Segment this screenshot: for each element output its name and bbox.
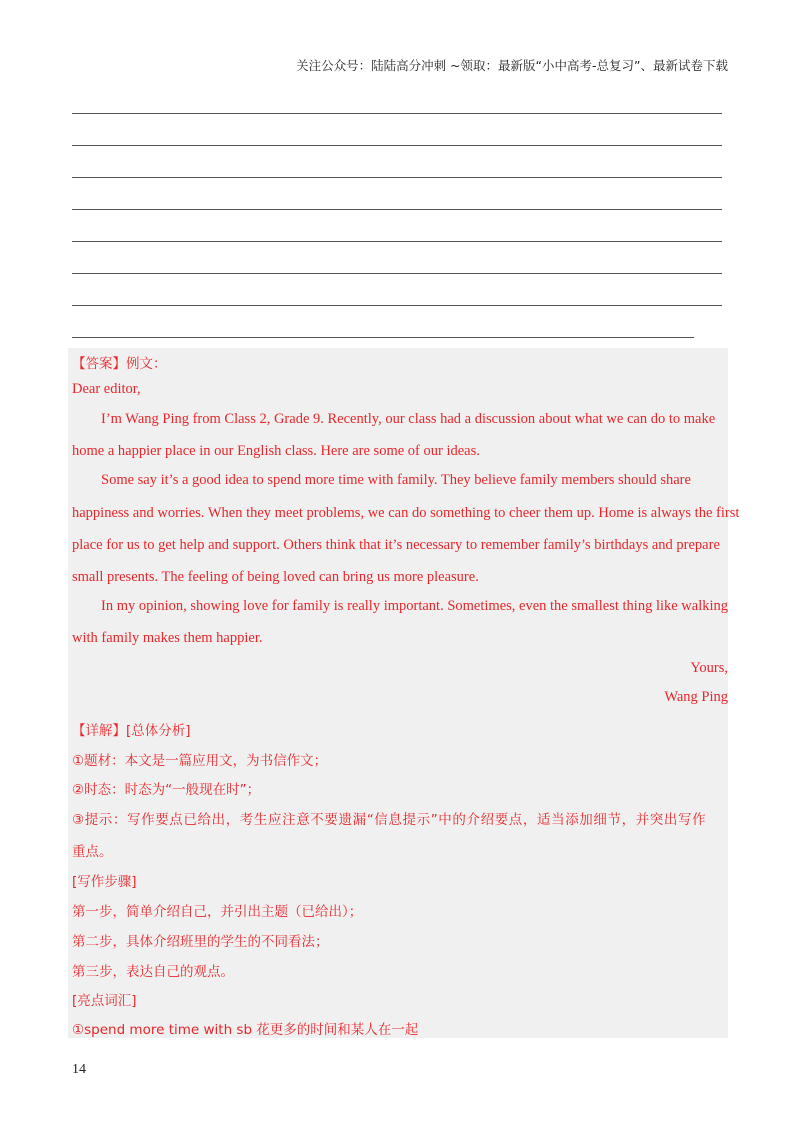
letter-signature: Wang Ping [664,689,728,705]
writing-line [72,337,694,338]
answer-writing-lines [0,0,800,350]
letter-line: In my opinion, showing love for family is really important. Sometimes, even the smallest thing like walking [101,598,729,614]
letter-line: place for us to get help and support. Others think that it’s necessary to remember family’s birthdays and prepare [72,537,720,553]
writing-step: 第三步，表达自己的观点。 [72,964,234,980]
page-header: 关注公众号：陆陆高分冲刺 ~领取：最新版“小中高考-总复习”、最新试卷下载 [296,58,728,73]
writing-line [72,145,722,146]
writing-line [72,209,722,210]
vocab-item: ①spend more time with sb 花更多的时间和某人在一起 [72,1022,419,1038]
letter-line: I’m Wang Ping from Class 2, Grade 9. Recently, our class had a discussion about what we can do to make [101,411,716,427]
letter-line: small presents. The feeling of being loved can bring us more pleasure. [72,569,479,585]
explanation-point: 重点。 [72,844,113,860]
explanation-tag: 【详解】[总体分析] [72,723,191,739]
writing-line [72,113,722,114]
explanation-point: ②时态：时态为“一般现在时”； [72,782,261,798]
writing-line [72,305,722,306]
writing-line [72,273,722,274]
letter-line: home a happier place in our English class. Here are some of our ideas. [72,443,480,459]
page-number: 14 [72,1062,86,1077]
explanation-point: ③提示：写作要点已给出，考生应注意不要遗漏“信息提示”中的介绍要点，适当添加细节，并突出写作 [72,812,707,828]
letter-line: Some say it’s a good idea to spend more time with family. They believe family members should share [101,472,691,488]
answer-tag: 【答案】例文： [72,356,167,372]
vocab-heading: [亮点词汇] [72,993,137,1009]
letter-greeting: Dear editor, [72,381,141,397]
explanation-point: ①题材：本文是一篇应用文，为书信作文； [72,753,328,769]
letter-line: happiness and worries. When they meet problems, we can do something to cheer them up. Home is always the first [72,505,740,521]
writing-line [72,241,722,242]
writing-line [72,177,722,178]
letter-closing: Yours, [690,660,728,676]
steps-heading: [写作步骤] [72,874,137,890]
writing-step: 第一步，简单介绍自己，并引出主题（已给出）； [72,904,363,920]
letter-line: with family makes them happier. [72,630,263,646]
writing-step: 第二步，具体介绍班里的学生的不同看法； [72,934,329,950]
